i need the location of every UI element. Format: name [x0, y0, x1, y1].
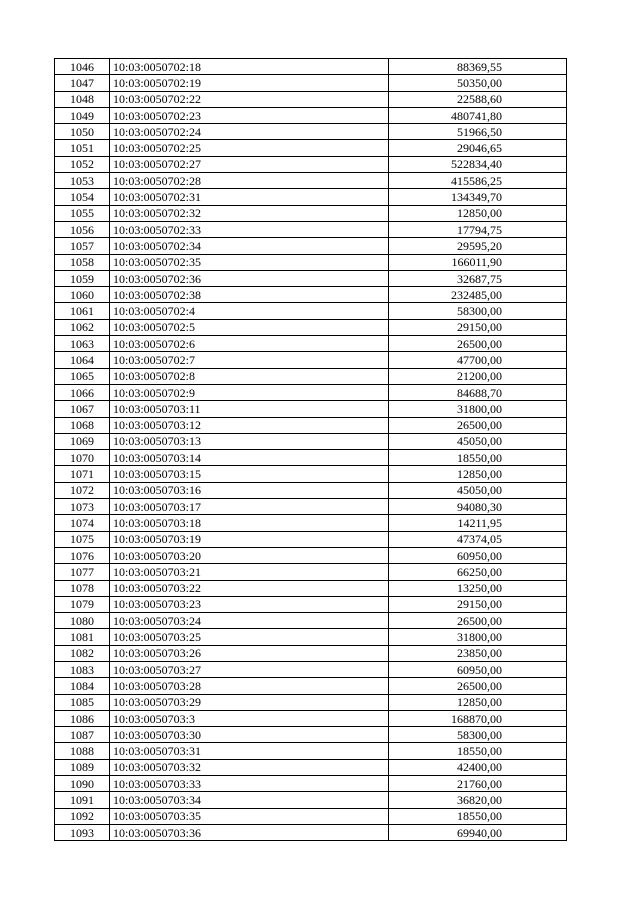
- table-row: [55, 124, 567, 140]
- cadastral-number-cell: 10:03:0050703:3: [110, 710, 389, 726]
- cadastral-value-cell: 21760,00: [389, 776, 567, 792]
- table-row: [55, 824, 567, 840]
- row-number-cell: 1058: [55, 254, 110, 270]
- row-number-cell: 1062: [55, 319, 110, 335]
- cadastral-value-cell: 17794,75: [389, 221, 567, 237]
- row-number-cell: 1048: [55, 91, 110, 107]
- cadastral-number-cell: 10:03:0050702:32: [110, 205, 389, 221]
- table-row: [55, 613, 567, 629]
- cadastral-value-cell: 60950,00: [389, 661, 567, 677]
- table-row: [55, 808, 567, 824]
- cadastral-number-cell: 10:03:0050703:17: [110, 499, 389, 515]
- row-number-cell: 1059: [55, 270, 110, 286]
- row-number-cell: 1063: [55, 336, 110, 352]
- cadastral-number-cell: 10:03:0050702:38: [110, 287, 389, 303]
- cadastral-number-cell: 10:03:0050702:4: [110, 303, 389, 319]
- table-row: [55, 352, 567, 368]
- cadastral-number-cell: 10:03:0050702:9: [110, 384, 389, 400]
- cadastral-value-cell: 60950,00: [389, 547, 567, 563]
- table-row: [55, 564, 567, 580]
- row-number-cell: 1071: [55, 466, 110, 482]
- cadastral-number-cell: 10:03:0050703:14: [110, 450, 389, 466]
- cadastral-number-cell: 10:03:0050702:24: [110, 124, 389, 140]
- cadastral-value-cell: 88369,55: [389, 59, 567, 75]
- row-number-cell: 1047: [55, 75, 110, 91]
- table-row: [55, 384, 567, 400]
- cadastral-number-cell: 10:03:0050703:22: [110, 580, 389, 596]
- cadastral-value-cell: 522834,40: [389, 156, 567, 172]
- cadastral-number-cell: 10:03:0050703:11: [110, 401, 389, 417]
- table-row: [55, 140, 567, 156]
- cadastral-value-cell: 29150,00: [389, 596, 567, 612]
- table-row: [55, 596, 567, 612]
- row-number-cell: 1060: [55, 287, 110, 303]
- cadastral-number-cell: 10:03:0050702:19: [110, 75, 389, 91]
- table-row: [55, 173, 567, 189]
- row-number-cell: 1086: [55, 710, 110, 726]
- cadastral-value-cell: 26500,00: [389, 678, 567, 694]
- cadastral-value-cell: 51966,50: [389, 124, 567, 140]
- row-number-cell: 1092: [55, 808, 110, 824]
- cadastral-number-cell: 10:03:0050703:27: [110, 661, 389, 677]
- cadastral-value-cell: 58300,00: [389, 303, 567, 319]
- cadastral-value-cell: 26500,00: [389, 417, 567, 433]
- cadastral-number-cell: 10:03:0050703:13: [110, 433, 389, 449]
- cadastral-value-cell: 21200,00: [389, 368, 567, 384]
- row-number-cell: 1046: [55, 59, 110, 75]
- cadastral-number-cell: 10:03:0050703:20: [110, 547, 389, 563]
- cadastral-value-cell: 23850,00: [389, 645, 567, 661]
- table-row: [55, 466, 567, 482]
- cadastral-value-cell: 29046,65: [389, 140, 567, 156]
- table-row: [55, 401, 567, 417]
- table-row: [55, 694, 567, 710]
- cadastral-number-cell: 10:03:0050702:35: [110, 254, 389, 270]
- cadastral-number-cell: 10:03:0050703:26: [110, 645, 389, 661]
- table-row: [55, 433, 567, 449]
- cadastral-value-cell: 480741,80: [389, 107, 567, 123]
- cadastral-value-cell: 84688,70: [389, 384, 567, 400]
- cadastral-value-cell: 32687,75: [389, 270, 567, 286]
- cadastral-value-cell: 12850,00: [389, 205, 567, 221]
- cadastral-number-cell: 10:03:0050703:35: [110, 808, 389, 824]
- cadastral-value-cell: 168870,00: [389, 710, 567, 726]
- row-number-cell: 1052: [55, 156, 110, 172]
- row-number-cell: 1079: [55, 596, 110, 612]
- cadastral-value-cell: 69940,00: [389, 824, 567, 840]
- row-number-cell: 1056: [55, 221, 110, 237]
- table-row: [55, 629, 567, 645]
- row-number-cell: 1080: [55, 613, 110, 629]
- row-number-cell: 1091: [55, 792, 110, 808]
- table-row: [55, 678, 567, 694]
- cadastral-value-cell: 26500,00: [389, 336, 567, 352]
- table-row: [55, 482, 567, 498]
- cadastral-value-cell: 31800,00: [389, 401, 567, 417]
- cadastral-value-table: [54, 58, 567, 841]
- cadastral-value-cell: 58300,00: [389, 727, 567, 743]
- row-number-cell: 1067: [55, 401, 110, 417]
- cadastral-number-cell: 10:03:0050703:31: [110, 743, 389, 759]
- cadastral-number-cell: 10:03:0050703:32: [110, 759, 389, 775]
- table-row: [55, 270, 567, 286]
- cadastral-number-cell: 10:03:0050702:27: [110, 156, 389, 172]
- table-body: [55, 59, 567, 841]
- table-row: [55, 547, 567, 563]
- row-number-cell: 1066: [55, 384, 110, 400]
- row-number-cell: 1061: [55, 303, 110, 319]
- row-number-cell: 1089: [55, 759, 110, 775]
- cadastral-value-cell: 31800,00: [389, 629, 567, 645]
- cadastral-number-cell: 10:03:0050702:23: [110, 107, 389, 123]
- row-number-cell: 1078: [55, 580, 110, 596]
- cadastral-number-cell: 10:03:0050703:28: [110, 678, 389, 694]
- cadastral-number-cell: 10:03:0050702:34: [110, 238, 389, 254]
- cadastral-number-cell: 10:03:0050703:34: [110, 792, 389, 808]
- cadastral-number-cell: 10:03:0050702:36: [110, 270, 389, 286]
- table-row: [55, 759, 567, 775]
- table-row: [55, 75, 567, 91]
- row-number-cell: 1090: [55, 776, 110, 792]
- row-number-cell: 1055: [55, 205, 110, 221]
- cadastral-value-cell: 50350,00: [389, 75, 567, 91]
- cadastral-number-cell: 10:03:0050702:31: [110, 189, 389, 205]
- cadastral-value-cell: 415586,25: [389, 173, 567, 189]
- cadastral-value-cell: 26500,00: [389, 613, 567, 629]
- table-row: [55, 221, 567, 237]
- row-number-cell: 1065: [55, 368, 110, 384]
- table-row: [55, 91, 567, 107]
- cadastral-number-cell: 10:03:0050703:25: [110, 629, 389, 645]
- cadastral-value-cell: 232485,00: [389, 287, 567, 303]
- cadastral-value-cell: 18550,00: [389, 808, 567, 824]
- cadastral-value-cell: 45050,00: [389, 482, 567, 498]
- row-number-cell: 1087: [55, 727, 110, 743]
- cadastral-number-cell: 10:03:0050702:33: [110, 221, 389, 237]
- cadastral-number-cell: 10:03:0050702:8: [110, 368, 389, 384]
- table-row: [55, 515, 567, 531]
- cadastral-value-cell: 36820,00: [389, 792, 567, 808]
- cadastral-number-cell: 10:03:0050702:22: [110, 91, 389, 107]
- row-number-cell: 1074: [55, 515, 110, 531]
- cadastral-number-cell: 10:03:0050703:12: [110, 417, 389, 433]
- table-row: [55, 580, 567, 596]
- table-row: [55, 205, 567, 221]
- cadastral-value-cell: 166011,90: [389, 254, 567, 270]
- cadastral-number-cell: 10:03:0050703:21: [110, 564, 389, 580]
- cadastral-number-cell: 10:03:0050703:36: [110, 824, 389, 840]
- cadastral-number-cell: 10:03:0050703:18: [110, 515, 389, 531]
- row-number-cell: 1085: [55, 694, 110, 710]
- cadastral-number-cell: 10:03:0050702:25: [110, 140, 389, 156]
- table-row: [55, 743, 567, 759]
- row-number-cell: 1051: [55, 140, 110, 156]
- table-row: [55, 189, 567, 205]
- cadastral-value-cell: 47700,00: [389, 352, 567, 368]
- cadastral-value-cell: 13250,00: [389, 580, 567, 596]
- cadastral-number-cell: 10:03:0050703:24: [110, 613, 389, 629]
- table-row: [55, 287, 567, 303]
- table-row: [55, 776, 567, 792]
- row-number-cell: 1069: [55, 433, 110, 449]
- table-row: [55, 59, 567, 75]
- table-row: [55, 368, 567, 384]
- cadastral-value-cell: 12850,00: [389, 694, 567, 710]
- table-row: [55, 792, 567, 808]
- cadastral-value-cell: 45050,00: [389, 433, 567, 449]
- table-row: [55, 156, 567, 172]
- cadastral-value-cell: 18550,00: [389, 743, 567, 759]
- cadastral-number-cell: 10:03:0050702:18: [110, 59, 389, 75]
- row-number-cell: 1053: [55, 173, 110, 189]
- table-row: [55, 254, 567, 270]
- row-number-cell: 1093: [55, 824, 110, 840]
- row-number-cell: 1084: [55, 678, 110, 694]
- row-number-cell: 1072: [55, 482, 110, 498]
- cadastral-value-cell: 94080,30: [389, 499, 567, 515]
- table-row: [55, 645, 567, 661]
- row-number-cell: 1049: [55, 107, 110, 123]
- cadastral-value-cell: 12850,00: [389, 466, 567, 482]
- row-number-cell: 1064: [55, 352, 110, 368]
- cadastral-value-cell: 66250,00: [389, 564, 567, 580]
- row-number-cell: 1068: [55, 417, 110, 433]
- row-number-cell: 1082: [55, 645, 110, 661]
- row-number-cell: 1083: [55, 661, 110, 677]
- row-number-cell: 1075: [55, 531, 110, 547]
- table-row: [55, 303, 567, 319]
- cadastral-value-cell: 14211,95: [389, 515, 567, 531]
- row-number-cell: 1088: [55, 743, 110, 759]
- cadastral-number-cell: 10:03:0050703:33: [110, 776, 389, 792]
- cadastral-number-cell: 10:03:0050703:15: [110, 466, 389, 482]
- cadastral-value-cell: 22588,60: [389, 91, 567, 107]
- table-row: [55, 319, 567, 335]
- table-row: [55, 661, 567, 677]
- row-number-cell: 1050: [55, 124, 110, 140]
- row-number-cell: 1076: [55, 547, 110, 563]
- row-number-cell: 1054: [55, 189, 110, 205]
- table-row: [55, 107, 567, 123]
- row-number-cell: 1073: [55, 499, 110, 515]
- cadastral-value-cell: 134349,70: [389, 189, 567, 205]
- cadastral-number-cell: 10:03:0050703:19: [110, 531, 389, 547]
- cadastral-number-cell: 10:03:0050702:28: [110, 173, 389, 189]
- table-row: [55, 336, 567, 352]
- cadastral-number-cell: 10:03:0050703:23: [110, 596, 389, 612]
- cadastral-number-cell: 10:03:0050703:30: [110, 727, 389, 743]
- cadastral-value-cell: 47374,05: [389, 531, 567, 547]
- table-row: [55, 727, 567, 743]
- cadastral-value-cell: 29595,20: [389, 238, 567, 254]
- cadastral-value-cell: 42400,00: [389, 759, 567, 775]
- row-number-cell: 1081: [55, 629, 110, 645]
- cadastral-number-cell: 10:03:0050703:29: [110, 694, 389, 710]
- row-number-cell: 1077: [55, 564, 110, 580]
- cadastral-number-cell: 10:03:0050702:5: [110, 319, 389, 335]
- cadastral-value-cell: 29150,00: [389, 319, 567, 335]
- row-number-cell: 1070: [55, 450, 110, 466]
- cadastral-value-cell: 18550,00: [389, 450, 567, 466]
- row-number-cell: 1057: [55, 238, 110, 254]
- table-row: [55, 531, 567, 547]
- table-row: [55, 417, 567, 433]
- table-row: [55, 238, 567, 254]
- table-row: [55, 710, 567, 726]
- cadastral-number-cell: 10:03:0050702:6: [110, 336, 389, 352]
- cadastral-number-cell: 10:03:0050702:7: [110, 352, 389, 368]
- cadastral-number-cell: 10:03:0050703:16: [110, 482, 389, 498]
- table-row: [55, 499, 567, 515]
- table-row: [55, 450, 567, 466]
